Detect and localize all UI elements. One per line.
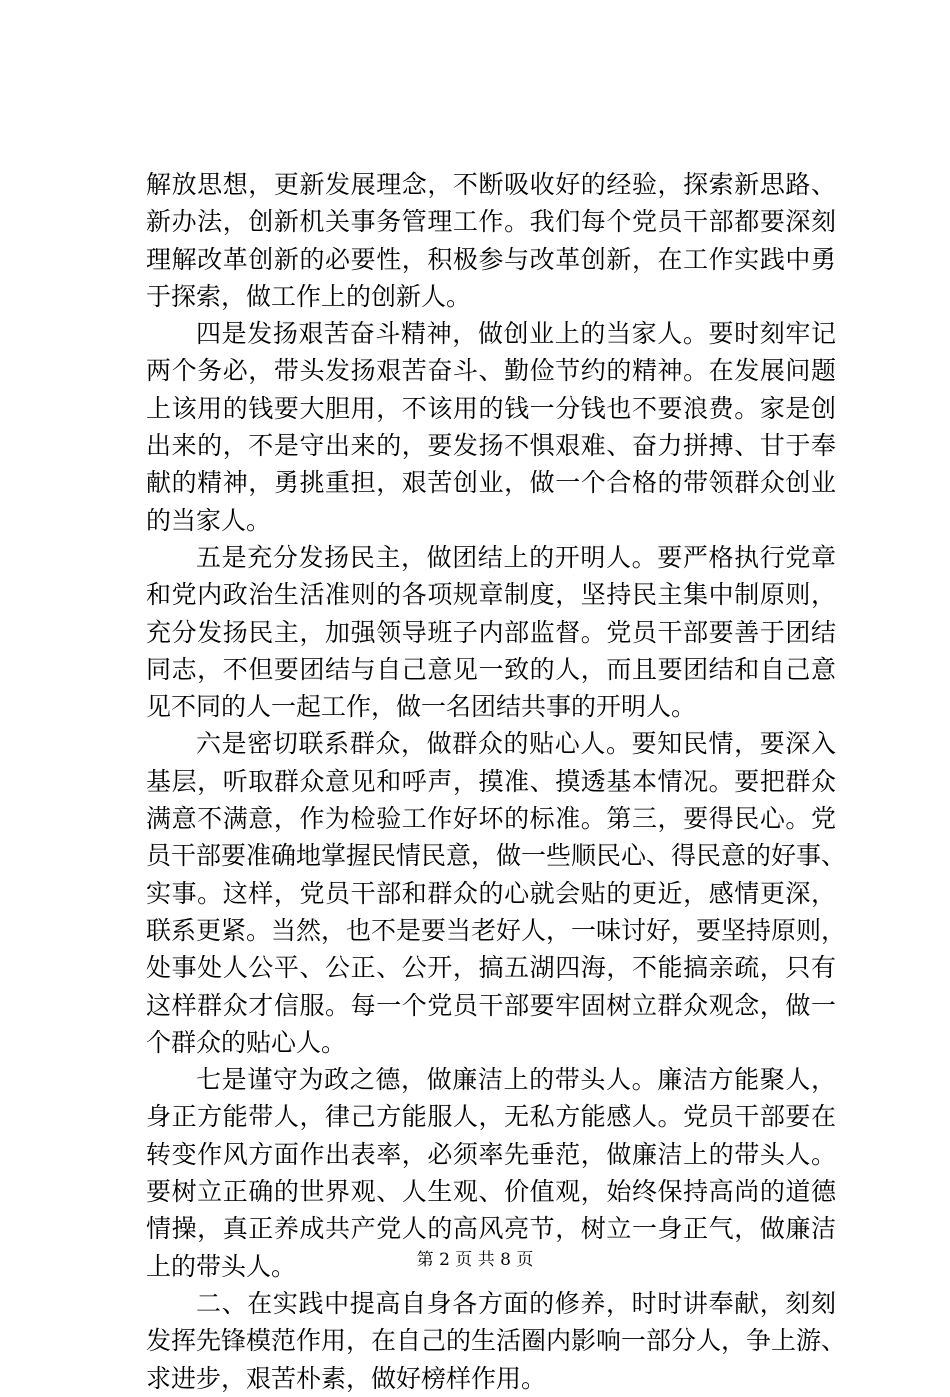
text-line: 员干部要准确地掌握民情民意，做一些顺民心、得民意的好事、 — [146, 841, 847, 871]
text-line: 处事处人公平、公正、公开，搞五湖四海，不能搞亲疏，只有 — [146, 953, 836, 983]
text-line: 发挥先锋模范作用，在自己的生活圈内影响一部分人，争上游、 — [146, 1326, 847, 1356]
text-line: 出来的，不是守出来的，要发扬不惧艰难、奋力拼搏、甘于奉 — [146, 431, 836, 461]
text-line: 这样群众才信服。每一个党员干部要牢固树立群众观念，做一 — [146, 990, 836, 1020]
text-line: 联系更紧。当然，也不是要当老好人，一味讨好，要坚持原则， — [146, 915, 847, 945]
text-line: 两个务必，带头发扬艰苦奋斗、勤俭节约的精神。在发展问题 — [146, 356, 836, 386]
text-line: 和党内政治生活准则的各项规章制度，坚持民主集中制原则， — [146, 580, 836, 610]
text-line: 身正方能带人，律己方能服人，无私方能感人。党员干部要在 — [146, 1102, 836, 1132]
text-line: 六是密切联系群众，做群众的贴心人。要知民情，要深入 — [196, 729, 836, 759]
text-line: 二、在实践中提高自身各方面的修养，时时讲奉献，刻刻 — [196, 1288, 836, 1318]
text-line: 同志，不但要团结与自己意见一致的人，而且要团结和自己意 — [146, 654, 836, 684]
text-line: 满意不满意，作为检验工作好坏的标准。第三，要得民心。党 — [146, 804, 836, 834]
text-line: 求进步，艰苦朴素，做好榜样作用。 — [146, 1363, 547, 1393]
text-line: 四是发扬艰苦奋斗精神，做创业上的当家人。要时刻牢记 — [196, 319, 836, 349]
page-footer: 第 2 页 共 8 页 — [416, 1250, 534, 1270]
text-line: 实事。这样，党员干部和群众的心就会贴的更近，感情更深， — [146, 878, 836, 908]
text-line: 基层，听取群众意见和呼声，摸准、摸透基本情况。要把群众 — [146, 766, 836, 796]
text-line: 于探索，做工作上的创新人。 — [146, 281, 472, 311]
text-line: 上该用的钱要大胆用，不该用的钱一分钱也不要浪费。家是创 — [146, 393, 836, 423]
document-body — [146, 166, 847, 1397]
text-line: 的当家人。 — [146, 505, 272, 535]
text-line: 个群众的贴心人。 — [146, 1027, 347, 1057]
text-line: 献的精神，勇挑重担，艰苦创业，做一个合格的带领群众创业 — [146, 468, 836, 498]
text-line: 上的带头人。 — [146, 1251, 297, 1281]
text-line: 情操，真正养成共产党人的高风亮节，树立一身正气，做廉洁 — [146, 1214, 836, 1244]
text-line: 转变作风方面作出表率，必须率先垂范，做廉洁上的带头人。 — [146, 1139, 836, 1169]
text-line: 新办法，创新机关事务管理工作。我们每个党员干部都要深刻 — [146, 207, 836, 237]
text-line: 解放思想，更新发展理念，不断吸收好的经验，探索新思路、 — [146, 170, 836, 199]
text-line: 七是谨守为政之德，做廉洁上的带头人。廉洁方能聚人， — [196, 1065, 836, 1095]
text-line: 理解改革创新的必要性，积极参与改革创新，在工作实践中勇 — [146, 244, 836, 274]
text-line: 要树立正确的世界观、人生观、价值观，始终保持高尚的道德 — [146, 1177, 836, 1207]
text-line: 五是充分发扬民主，做团结上的开明人。要严格执行党章 — [196, 542, 836, 572]
text-line: 充分发扬民主，加强领导班子内部监督。党员干部要善于团结 — [146, 617, 836, 647]
text-line: 见不同的人一起工作，做一名团结共事的开明人。 — [146, 692, 697, 722]
